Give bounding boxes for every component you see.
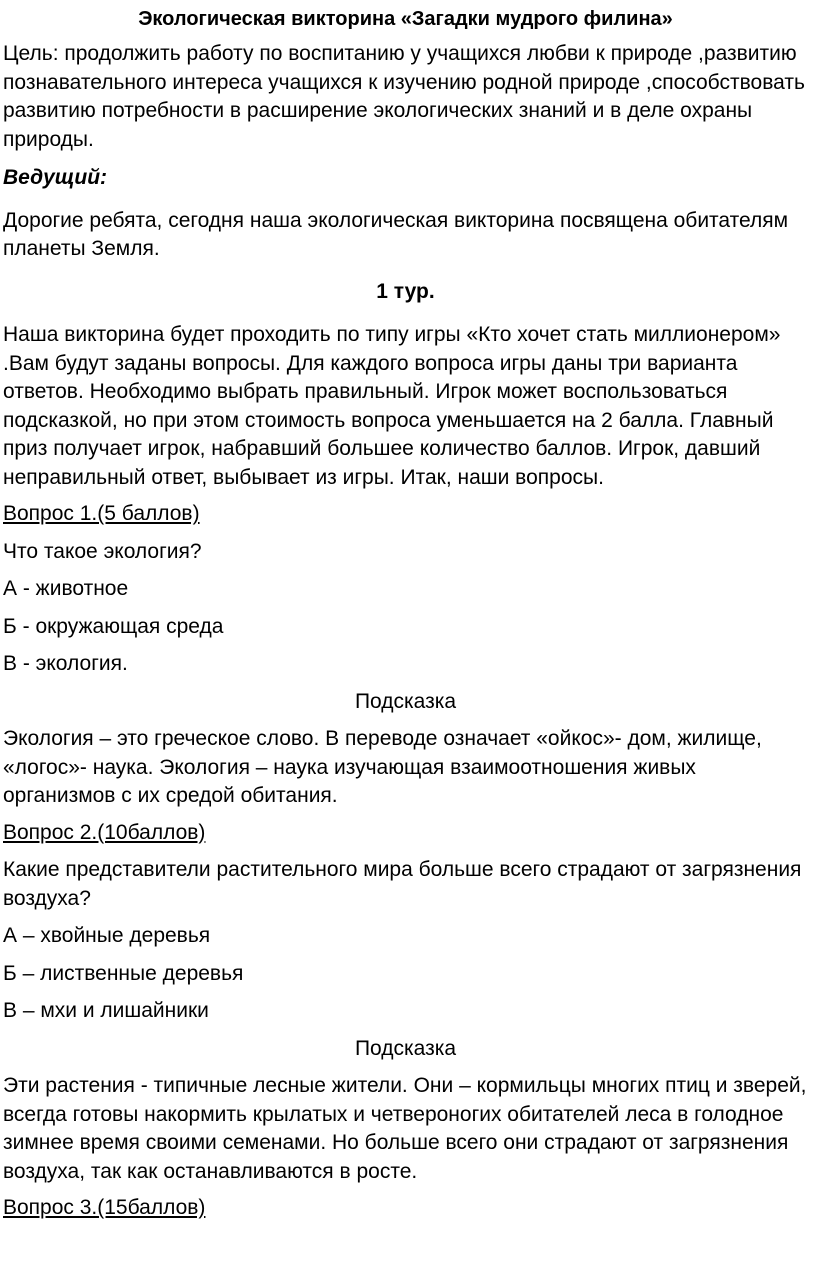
rules-paragraph: Наша викторина будет проходить по типу игры «Кто хочет стать миллионером» .Вам будут заданы вопросы. Для каждого вопроса игры даны три варианта ответов. Необходимо выбрать правильный. Игрок может воспользоваться подсказкой, но при этом стоимость вопроса уменьшается на 2 балла. Главный приз получает игрок, набравший большее количество баллов. Игрок, давший неправильный ответ, выбывает из игры. Итак, наши вопросы. — [3, 323, 781, 489]
question-1-hint-label: Подсказка — [354, 689, 457, 713]
host-intro-paragraph: Дорогие ребята, сегодня наша экологическая викторина посвящена обитателям планеты Земля. — [3, 208, 789, 260]
question-2-text: Какие представители растительного мира больше всего страдают от загрязнения воздуха? — [3, 858, 802, 910]
host-label: Ведущий: — [3, 166, 108, 189]
question-1-option-a: А - животное — [3, 577, 129, 600]
question-3-heading: Вопрос 3.(15баллов) — [3, 1196, 206, 1219]
question-1-heading: Вопрос 1.(5 баллов) — [3, 502, 200, 525]
question-2-hint-label: Подсказка — [354, 1036, 457, 1060]
question-1-option-b: Б - окружающая среда — [3, 614, 224, 638]
question-2-heading: Вопрос 2.(10баллов) — [3, 820, 206, 844]
question-2-option-c: В – мхи и лишайники — [3, 999, 209, 1022]
question-2-hint-text: Эти растения - типичные лесные жители. Они – кормильцы многих птиц и зверей, всегда готовы накормить крылатых и четвероногих обитателей леса в голодное зимнее время своими семенами. Но больше всего они страдают от загрязнения воздуха, так как останавливаются в росте. — [3, 1074, 807, 1183]
question-1-option-c: В - экология. — [3, 652, 128, 675]
question-2-option-b: Б – лиственные деревья — [3, 961, 244, 985]
quiz-title: Экологическая викторина «Загадки мудрого филина» — [138, 8, 673, 30]
round-heading: 1 тур. — [376, 279, 435, 303]
question-1-text: Что такое экология? — [3, 539, 202, 563]
question-1-hint-text: Экология – это греческое слово. В переводе означает «ойкос»- дом, жилище, «логос»- наука. Экология – наука изучающая взаимоотношения живых организмов с их средой обитания. — [3, 727, 762, 807]
goal-paragraph: Цель: продолжить работу по воспитанию у учащихся любви к природе ,развитию познавательного интереса учащихся к изучению родной природе ,способствовать развитию потребности в расширение экологических знаний и в деле охраны природы. — [3, 42, 805, 151]
question-2-option-a: А – хвойные деревья — [3, 924, 211, 947]
